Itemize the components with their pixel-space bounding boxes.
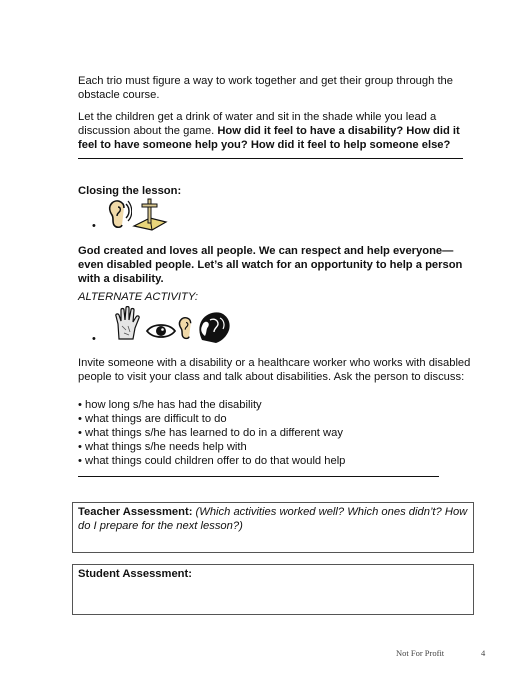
list-item: • how long s/he has had the disability bbox=[78, 399, 262, 411]
teacher-assessment-box[interactable] bbox=[72, 502, 474, 553]
list-item: • what things could children offer to do that would help bbox=[78, 455, 346, 467]
footer-label: Not For Profit bbox=[396, 648, 445, 658]
hand-icon bbox=[114, 306, 140, 345]
head-profile-icon bbox=[196, 310, 232, 349]
alternate-heading: ALTERNATE ACTIVITY: bbox=[78, 291, 198, 303]
discussion-list bbox=[78, 398, 473, 468]
alternate-text: Invite someone with a disability or a healthcare worker who works with disabled people to visit your class and talk about disabilities. Ask the person to discuss: bbox=[78, 357, 471, 383]
cross-bible-icon bbox=[132, 196, 168, 237]
discussion-paragraph bbox=[78, 110, 473, 152]
teacher-assessment-label: Teacher Assessment: bbox=[78, 506, 193, 518]
page-number: 4 bbox=[481, 648, 486, 658]
divider-rule bbox=[78, 476, 439, 477]
discussion-lead: Let the children get a drink of water and sit in the shade while you lead a discussion about the game. bbox=[78, 111, 437, 137]
closing-text: God created and loves all people. We can respect and help everyone—even disabled people. Let’s all watch for an opportunity to help a person with a disability. bbox=[78, 245, 463, 285]
eye-icon bbox=[145, 322, 177, 345]
teacher-assessment-prompt: (Which activities worked well? Which ones didn’t? How do I prepare for the next lesson?) bbox=[78, 506, 468, 532]
list-item: • what things s/he has learned to do in a different way bbox=[78, 427, 343, 439]
bullet-dot: • bbox=[92, 333, 96, 345]
intro-paragraph: Each trio must figure a way to work together and get their group through the obstacle course. bbox=[78, 75, 453, 101]
ear-icon bbox=[175, 313, 197, 348]
list-item: • what things are difficult to do bbox=[78, 413, 227, 425]
student-assessment-box[interactable] bbox=[72, 564, 474, 615]
ear-icon bbox=[104, 198, 132, 235]
discussion-questions: How did it feel to have a disability? How did it feel to have someone help you? How did it feel to help someone else? bbox=[78, 125, 460, 151]
bullet-dot: • bbox=[92, 220, 96, 232]
student-assessment-label: Student Assessment: bbox=[78, 568, 192, 580]
divider-rule bbox=[78, 158, 463, 159]
closing-heading: Closing the lesson: bbox=[78, 185, 182, 197]
list-item: • what things s/he needs help with bbox=[78, 441, 247, 453]
